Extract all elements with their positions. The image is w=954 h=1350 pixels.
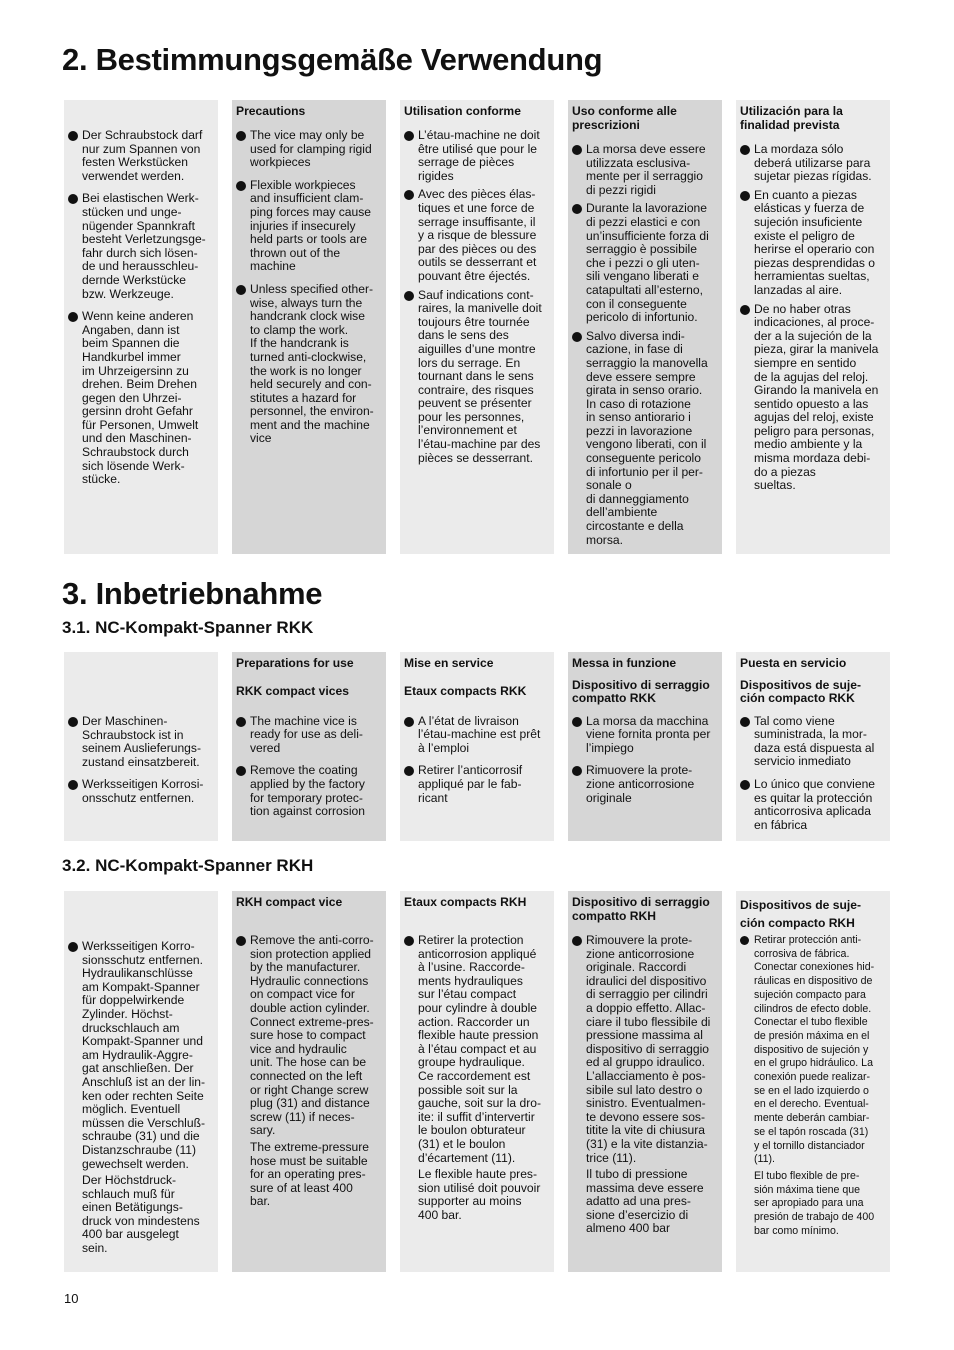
column-subheading: Dispositivos de suje- ción compacto RKK: [740, 677, 861, 706]
bullet-icon: [740, 191, 750, 201]
column-heading: Dispositivo di serraggio compatto RKH: [572, 895, 710, 923]
bullet-list: [68, 940, 214, 1171]
bullet-icon: [236, 717, 246, 727]
paragraph: The extreme-pressure hose must be suitable for an operating pres- sure of at least 400 bar.: [250, 1139, 369, 1209]
list-item: Remove the anti-corro- sion protection applied by the manufacturer. Hydraulic connections on compact vice for double action cylinder. Connect extreme-pres- sure hose to compact vice and hydraulic unit. The hose can be connected on the left or right Change screw plug (31) and distance screw (11) if neces- sary.: [236, 934, 382, 1138]
column-spanish: [736, 652, 890, 841]
bullet-icon: [236, 285, 246, 295]
bullet-list: [404, 934, 550, 1165]
list-item: Retirer la protection anticorrosion appliqué à l’usine. Raccorde- ments hydrauliques sur l’étau compact pour cylindre à double action. Raccorder un flexible haute pression à l’étau compact et au groupe hydraulique. Ce raccordement est possible soit sur la gauche, soit sur la dro- ite: il suffit d’intervertir le boulon obturateur (31) et le boulon d’écartement (11).: [404, 934, 550, 1165]
bullet-list: [572, 143, 718, 547]
column-italian: [568, 652, 722, 841]
column-english: [232, 100, 386, 554]
column-heading: Puesta en servicio: [740, 656, 847, 670]
list-item: Avec des pièces élas- tiques et une force de serrage insuffisante, il y a risque de blessure par des pièces ou des outils se desserrant et pouvant être éjectés.: [404, 188, 550, 283]
column-heading-spacer: [68, 657, 214, 715]
column-italian: [568, 100, 722, 554]
list-item: L’étau-machine ne doit être utilisé que pour le serrage de pièces rigides: [404, 129, 550, 183]
bullet-list: [572, 934, 718, 1165]
bullet-list: [236, 934, 382, 1138]
bullet-icon: [572, 936, 582, 946]
column-heading: Etaux compacts RKH: [404, 895, 527, 909]
column-spanish: [736, 891, 890, 1272]
list-item: Lo único que conviene es quitar la protección anticorrosiva aplicada en fábrica: [740, 778, 886, 832]
bullet-icon: [572, 717, 582, 727]
column-heading-spacer: [68, 896, 214, 940]
column-subheading: Dispositivo di serraggio compatto RKK: [572, 677, 710, 706]
column-heading: Precautions: [236, 104, 306, 118]
column-heading: Preparations for use: [236, 656, 354, 670]
bullet-icon: [68, 942, 78, 952]
bullet-icon: [740, 305, 750, 315]
bullet-icon: [236, 766, 246, 776]
list-item: Unless specified other- wise, always turn the handcrank clock wise to clamp the work. If the handcrank is turned anti-clockwise, the work is no longer held securely and con- stitutes a hazard for personnel, the environ- ment and the machine vice: [236, 283, 382, 446]
column-subheading: RKK compact vices: [236, 683, 349, 698]
column-heading: Dispositivos de suje- ción compacto RKH: [740, 898, 861, 930]
list-item: Retirar protección anti- corrosiva de fábrica. Conectar conexiones hid- ráulicas en dispositivo de sujeción compacto para cilindros de efecto doble. Conectar el tubo flexible de presión máxima en el dispositivo de sujeción y en el grupo hidráulico. La conexión puede realizar- se en el lado izquierdo o en el derecho. Eventual- mente deberán cambiar- se el tapón roscada (31) y el tornillo distanciador (11).: [740, 934, 886, 1167]
list-item: Remove the coating applied by the factory for temporary protec- tion against corrosion: [236, 764, 382, 818]
bullet-list: [740, 715, 886, 833]
list-item: Der Schraubstock darf nur zum Spannen von festen Werkstücken verwendet werden.: [68, 129, 214, 183]
column-heading: Uso conforme alle prescrizioni: [572, 104, 677, 132]
column-subheading: Etaux compacts RKK: [404, 683, 527, 698]
column-german: [64, 891, 218, 1272]
list-item: Bei elastischen Werk- stücken und unge- nügender Spannkraft besteht Verletzungsge- fahr durch sich lösen- de und herausschleu- dernde Werkstücke bzw. Werkzeuge.: [68, 192, 214, 301]
column-heading: Utilización para la finalidad prevista: [740, 104, 843, 132]
bullet-list: [404, 129, 550, 465]
bullet-list: [404, 715, 550, 806]
list-item: Sauf indications cont- raires, la manivelle doit toujours être tournée dans le sens des aiguilles d’une montre lors du serrage. En tournant dans le sens contraire, des risques peuvent se présenter pour les personnes, l’environnement et l’étau-machine par des pièces se desserrant.: [404, 289, 550, 466]
column-french: [400, 100, 554, 554]
bullet-icon: [68, 312, 78, 322]
bullet-icon: [740, 780, 750, 790]
column-heading: Messa in funzione: [572, 656, 677, 670]
bullet-icon: [68, 194, 78, 204]
bullet-list: [740, 143, 886, 493]
column-french: [400, 891, 554, 1272]
list-item: La morsa da macchina viene fornita pronta per l’impiego: [572, 715, 718, 756]
column-heading: Mise en service: [404, 656, 494, 670]
bullet-icon: [404, 291, 414, 301]
list-item: The machine vice is ready for use as deli- vered: [236, 715, 382, 756]
bullet-icon: [404, 717, 414, 727]
list-item: Retirer l’anticorrosif appliqué par le fab- ricant: [404, 764, 550, 805]
subsection-3-2-columns: [64, 891, 890, 1272]
bullet-icon: [740, 936, 749, 945]
column-german: [64, 652, 218, 841]
bullet-icon: [572, 145, 582, 155]
column-english: [232, 652, 386, 841]
bullet-list: [740, 934, 886, 1167]
list-item: The vice may only be used for clamping rigid workpieces: [236, 129, 382, 170]
section-2-title: 2. Bestimmungsgemäße Verwendung: [62, 42, 603, 77]
column-french: [400, 652, 554, 841]
list-item: Durante la lavorazione di pezzi elastici e con un’insufficiente forza di serraggio è possibile che i pezzi o gli uten- sili vengano liberati e catapultati all’esterno, con il conseguente pericolo di infortunio.: [572, 202, 718, 324]
list-item: Werksseitigen Korrosi- onsschutz entfernen.: [68, 778, 214, 805]
bullet-icon: [572, 204, 582, 214]
page-number: 10: [64, 1291, 79, 1306]
list-item: Rimuovere la prote- zione anticorrosione originale: [572, 764, 718, 805]
column-heading: [68, 105, 214, 127]
list-item: De no haber otras indicaciones, al proce- der a la sujeción de la pieza, girar la manivela siempre en sentido de la agujas del reloj. Girando la manivela en sentido opuesto a las agujas del reloj, existe peligro para personas, medio ambiente y la misma mordaza debi- do a piezas sueltas.: [740, 303, 886, 493]
bullet-icon: [740, 145, 750, 155]
column-heading: RKH compact vice: [236, 895, 343, 909]
bullet-icon: [236, 131, 246, 141]
column-heading: Utilisation conforme: [404, 104, 521, 118]
bullet-icon: [404, 936, 414, 946]
list-item: Wenn keine anderen Angaben, dann ist beim Spannen die Handkurbel immer im Uhrzeigersinn zu drehen. Beim Drehen gegen den Uhrzei- gersinn droht Gefahr für Personen, Umwelt und den Maschinen- Schraubstock durch sich lösende Werk- stücke.: [68, 310, 214, 487]
list-item: Tal como viene suministrada, la mor- daza está dispuesta al servicio inmediato: [740, 715, 886, 769]
bullet-icon: [740, 717, 750, 727]
section-2-columns: [64, 100, 890, 554]
subsection-3-1-title: 3.1. NC-Kompakt-Spanner RKK: [62, 618, 314, 637]
list-item: La mordaza sólo deberá utilizarse para sujetar piezas rígidas.: [740, 143, 886, 184]
bullet-list: [236, 129, 382, 446]
section-3-title: 3. Inbetriebnahme: [62, 576, 323, 611]
column-german: [64, 100, 218, 554]
paragraph: Il tubo di pressione massima deve essere adatto ad una pres- sione d’esercizio di almeno 400 bar: [586, 1167, 704, 1236]
list-item: A l’état de livraison l’étau-machine est prêt à l’emploi: [404, 715, 550, 756]
bullet-icon: [236, 181, 246, 191]
bullet-icon: [68, 131, 78, 141]
subsection-3-2-title: 3.2. NC-Kompakt-Spanner RKH: [62, 856, 314, 875]
list-item: Rimouvere la prote- zione anticorrosione originale. Raccordi idraulici del dispositivo di serraggio per cilindri a doppio effetto. Allac- ciare il tubo flessibile di pressione massima al dispositivo di serraggio ed al gruppo idraulico. L’allacciamento è pos- sibile sul lato destro o sinistro. Eventualmen- te devono essere sos- titite la vite di chiusura (31) e la vite distanzia- trice (11).: [572, 934, 718, 1165]
bullet-list: [236, 715, 382, 819]
subsection-3-1-columns: [64, 652, 890, 841]
paragraph: Der Höchstdruck- schlauch muß für einen Betätigungs- druck von mindestens 400 bar ausgelegt sein.: [82, 1173, 200, 1256]
list-item: Salvo diversa indi- cazione, in fase di serraggio la manovella deve essere sempre girata in senso orario. In caso di rotazione in senso antiorario i pezzi in lavorazione vengono liberati, con il conseguente pericolo di infortunio per il per- sonale o di danneggiamento dell’ambiente circostante e della morsa.: [572, 330, 718, 548]
bullet-icon: [68, 780, 78, 790]
bullet-icon: [68, 717, 78, 727]
list-item: La morsa deve essere utilizzata esclusiva- mente per il serraggio di pezzi rigidi: [572, 143, 718, 197]
list-item: Der Maschinen- Schraubstock ist in seinem Auslieferungs- zustand einsatzbereit.: [68, 715, 214, 769]
bullet-icon: [404, 131, 414, 141]
bullet-icon: [404, 190, 414, 200]
bullet-icon: [572, 332, 582, 342]
column-italian: [568, 891, 722, 1272]
bullet-icon: [236, 936, 246, 946]
bullet-list: [572, 715, 718, 806]
bullet-list: [68, 715, 214, 806]
bullet-list: [68, 129, 214, 487]
bullet-icon: [404, 766, 414, 776]
list-item: Werksseitigen Korro- sionsschutz entfernen. Hydraulikanschlüsse am Kompakt-Spanner für doppelwirkende Zylinder. Höchst- druckschlauch am Kompakt-Spanner und am Hydraulik-Aggre- gat anschließen. Der Anschluß ist an der lin- ken oder rechten Seite möglich. Eventuell müssen die Verschluß- schraube (31) und die Distanzschraube (11) gewechselt werden.: [68, 940, 214, 1171]
bullet-icon: [572, 766, 582, 776]
list-item: En cuanto a piezas elásticas y fuerza de sujeción insuficiente existe el peligro de herirse el operario con piezas desprendidas o herramientas sueltas, lanzadas al aire.: [740, 189, 886, 298]
paragraph: Le flexible haute pres- sion utilisé doit pouvoir supporter au moins 400 bar.: [418, 1167, 541, 1222]
list-item: Flexible workpieces and insufficient clam- ping forces may cause injuries if insecurely held parts or tools are thrown out of the machine: [236, 179, 382, 274]
column-spanish: [736, 100, 890, 554]
column-english: [232, 891, 386, 1272]
paragraph: El tubo flexible de pre- sión máxima tiene que ser apropiado para una presión de trabajo de 400 bar como mínimo.: [754, 1169, 875, 1237]
